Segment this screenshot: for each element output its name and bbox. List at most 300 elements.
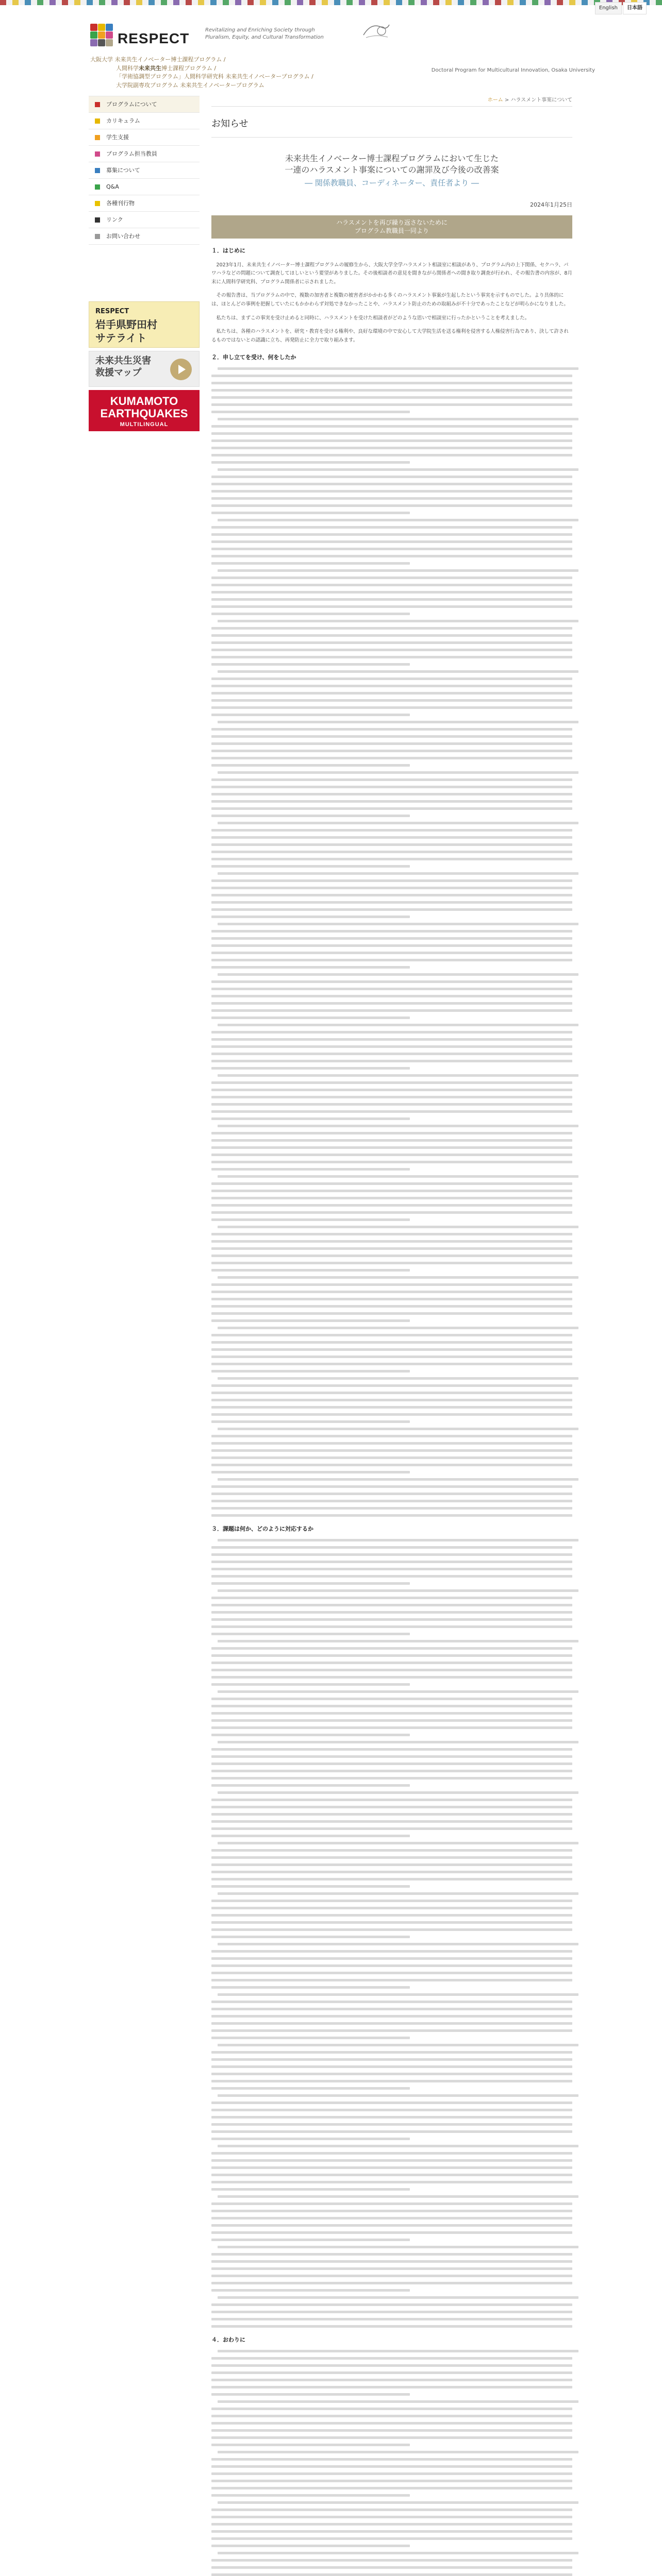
- sidebar-item-label: お問い合わせ: [106, 232, 140, 240]
- text-line: [211, 2123, 572, 2126]
- text-line: [211, 742, 572, 745]
- text-line: [211, 1291, 572, 1293]
- text-line: [211, 2480, 572, 2482]
- text-line: [211, 562, 410, 565]
- program-breadcrumb: 大阪大学 未来共生イノベーター博士課程プログラム / 人間科学未来共生博士課程プログラム / 「学術協調型プログラム」人間科学研究科 未来共生イノベータープログラム / 大学院副専攻プログラム 未来共生イノベータープログラム: [90, 56, 313, 89]
- text-line: [211, 692, 572, 694]
- text-line: [218, 1741, 578, 1743]
- text-line: [211, 504, 572, 507]
- text-line: [211, 663, 410, 666]
- text-line: [211, 1936, 410, 1938]
- color-square-icon: [95, 184, 100, 190]
- text-line: [211, 1770, 572, 1772]
- text-line: [211, 2080, 572, 2082]
- text-line: [211, 2379, 572, 2381]
- text-line: [211, 1813, 572, 1816]
- text-line: [218, 1074, 578, 1077]
- text-line: [211, 1625, 572, 1628]
- sidebar-item[interactable]: [89, 162, 200, 179]
- article-subtitle: ― 関係教職員、コーディネーター、責任者より ―: [305, 178, 479, 188]
- text-line: [211, 1132, 572, 1134]
- sidebar-item-label: リンク: [106, 216, 123, 223]
- text-line: [211, 1319, 410, 1322]
- text-line: [211, 1305, 572, 1308]
- color-square-icon: [95, 102, 100, 107]
- text-line: [211, 2487, 572, 2489]
- bird-illustration-icon: [361, 20, 392, 40]
- text-line: [211, 750, 572, 752]
- text-line: [211, 548, 572, 550]
- lang-japanese-link[interactable]: 日本語: [623, 2, 647, 14]
- text-line: [211, 2429, 572, 2432]
- text-line: [211, 411, 410, 413]
- sidebar-item[interactable]: [89, 228, 200, 245]
- text-line: [211, 2465, 572, 2468]
- text-line: [218, 468, 578, 471]
- text-block: [211, 2350, 572, 2576]
- text-line: [211, 1103, 572, 1106]
- text-line: [211, 937, 572, 940]
- text-line: [211, 1806, 572, 1808]
- sidebar-item-label: 各種刊行物: [106, 199, 135, 207]
- breadcrumb-home-link[interactable]: ホーム: [487, 97, 503, 103]
- sidebar-nav: [89, 96, 200, 245]
- text-line: [211, 613, 410, 615]
- text-line: [211, 2275, 572, 2277]
- color-square-icon: [95, 135, 100, 140]
- text-line: [211, 793, 572, 795]
- text-line: [218, 519, 578, 521]
- sidebar-item-label: プログラムについて: [106, 100, 157, 108]
- text-line: [211, 1500, 572, 1502]
- text-line: [211, 2289, 410, 2292]
- text-line: [211, 1921, 572, 1924]
- sidebar-item-label: Q&A: [106, 183, 119, 190]
- sidebar-item[interactable]: [89, 96, 200, 113]
- text-line: [211, 1255, 572, 1257]
- text-line: [211, 1485, 572, 1488]
- text-line: [211, 1986, 410, 1989]
- text-line: [218, 418, 578, 420]
- text-line: [218, 569, 578, 572]
- text-line: [211, 1154, 572, 1156]
- text-line: [211, 966, 410, 969]
- text-line: [218, 1276, 578, 1279]
- sidebar-item-label: 募集について: [106, 166, 140, 174]
- text-line: [211, 2102, 572, 2104]
- text-line: [218, 1640, 578, 1642]
- text-line: [211, 577, 572, 579]
- text-line: [218, 1125, 578, 1127]
- banner-disaster-relief-map[interactable]: 未来共生災害 救援マップ: [89, 351, 200, 387]
- text-line: [211, 1950, 572, 1953]
- color-square-icon: [95, 151, 100, 157]
- sidebar-item[interactable]: [89, 179, 200, 195]
- text-line: [211, 2087, 410, 2090]
- text-line: [211, 2224, 572, 2227]
- text-line: [211, 2008, 572, 2010]
- text-line: [211, 2573, 572, 2576]
- text-line: [211, 396, 572, 399]
- text-line: [211, 1546, 572, 1549]
- text-line: [211, 879, 572, 882]
- text-line: [211, 540, 572, 543]
- text-line: [211, 1190, 572, 1192]
- text-line: [211, 1081, 572, 1084]
- heading-response: ２．申し立てを受け、何をしたか: [211, 353, 296, 361]
- text-line: [211, 1885, 410, 1888]
- text-line: [211, 2065, 572, 2068]
- text-line: [211, 901, 572, 904]
- text-line: [211, 1182, 572, 1185]
- banner-kumamoto-earthquakes[interactable]: KUMAMOTO EARTHQUAKES MULTILINGUAL: [89, 390, 200, 431]
- text-line: [211, 641, 572, 644]
- sidebar-item[interactable]: [89, 146, 200, 162]
- text-line: [211, 1449, 572, 1452]
- text-line: [211, 1139, 572, 1142]
- text-line: [211, 1089, 572, 1091]
- text-line: [211, 728, 572, 731]
- text-line: [211, 2415, 572, 2417]
- text-line: [218, 1943, 578, 1945]
- text-line: [211, 2509, 572, 2511]
- breadcrumb: ホーム > ハラスメント事案について: [211, 96, 572, 107]
- text-line: [211, 432, 572, 435]
- text-line: [211, 598, 572, 601]
- text-line: [211, 1719, 572, 1722]
- text-line: [211, 1031, 572, 1033]
- sidebar-item[interactable]: [89, 129, 200, 146]
- brand-tagline: Revitalizing and Enriching Society through Pluralism, Equity, and Cultural Transformation: [205, 27, 324, 40]
- color-square-icon: [95, 234, 100, 239]
- text-line: [211, 829, 572, 832]
- text-line: [211, 1493, 572, 1495]
- heading-conclusion: ４．おわりに: [211, 2336, 245, 2344]
- text-line: [211, 1849, 572, 1852]
- text-line: [211, 1907, 572, 1909]
- text-line: [218, 2195, 578, 2198]
- text-line: [211, 2037, 410, 2039]
- text-line: [211, 1211, 572, 1214]
- text-block: [211, 367, 572, 1517]
- text-line: [211, 952, 572, 954]
- text-line: [218, 1589, 578, 1592]
- text-line: [218, 1842, 578, 1844]
- text-line: [211, 375, 572, 377]
- text-line: [211, 483, 572, 485]
- top-color-stripe: [0, 0, 662, 5]
- text-line: [211, 1856, 572, 1859]
- text-line: [211, 2545, 410, 2547]
- text-line: [211, 2138, 410, 2140]
- text-line: [211, 1370, 410, 1372]
- text-line: [211, 1683, 410, 1686]
- text-line: [211, 685, 572, 687]
- text-line: [211, 1647, 572, 1650]
- text-line: [211, 851, 572, 853]
- text-line: [211, 1146, 572, 1149]
- text-line: [211, 764, 410, 767]
- text-line: [211, 2311, 572, 2313]
- text-line: [211, 1662, 572, 1664]
- text-line: [211, 1568, 572, 1570]
- text-line: [211, 1053, 572, 1055]
- text-line: [211, 1618, 572, 1621]
- text-line: [211, 1972, 572, 1974]
- text-line: [211, 1413, 572, 1416]
- text-line: [211, 1204, 572, 1207]
- text-line: [211, 995, 572, 997]
- text-line: [211, 677, 572, 680]
- text-line: [211, 1218, 410, 1221]
- text-line: [211, 1654, 572, 1657]
- sidebar-item-label: カリキュラム: [106, 117, 140, 124]
- text-line: [211, 1597, 572, 1599]
- text-line: [211, 1197, 572, 1199]
- sidebar-item-label: プログラム担当教員: [106, 150, 157, 157]
- text-line: [218, 1791, 578, 1794]
- text-line: [211, 2166, 572, 2169]
- text-line: [211, 1553, 572, 1556]
- text-line: [211, 2058, 572, 2061]
- text-line: [211, 843, 572, 846]
- text-line: [211, 403, 572, 406]
- text-line: [211, 2422, 572, 2425]
- text-line: [211, 1633, 410, 1635]
- text-line: [211, 2303, 572, 2306]
- sidebar-item[interactable]: [89, 113, 200, 129]
- text-line: [218, 1024, 578, 1026]
- respect-logo-icon[interactable]: [90, 24, 113, 46]
- text-line: [211, 1863, 572, 1866]
- text-line: [211, 1045, 572, 1048]
- text-line: [218, 1377, 578, 1380]
- text-line: [211, 1406, 572, 1409]
- text-line: [211, 2325, 572, 2328]
- text-line: [211, 836, 572, 839]
- text-line: [211, 1604, 572, 1606]
- text-line: [211, 1348, 572, 1351]
- text-line: [211, 1016, 410, 1019]
- text-line: [211, 1247, 572, 1250]
- text-line: [211, 389, 572, 392]
- text-line: [211, 2267, 572, 2270]
- text-line: [211, 944, 572, 947]
- text-line: [211, 2015, 572, 2018]
- text-line: [211, 656, 572, 658]
- page-title: お知らせ: [211, 116, 572, 138]
- text-line: [218, 2044, 578, 2046]
- heading-issues: ３．課題は何か、どのように対応するか: [211, 1525, 313, 1532]
- article-title: 未来共生イノベーター博士課程プログラムにおいて生じた 一連のハラスメント事案についての謝罪及び今後の改善案: [285, 154, 499, 175]
- text-line: [211, 591, 572, 594]
- text-line: [211, 2231, 572, 2234]
- text-line: [211, 2318, 572, 2320]
- text-line: [218, 2451, 578, 2453]
- text-line: [218, 2094, 578, 2097]
- text-line: [211, 1582, 410, 1585]
- text-line: [211, 1038, 572, 1041]
- play-icon: [170, 359, 192, 380]
- text-line: [211, 2436, 572, 2439]
- text-line: [211, 490, 572, 493]
- text-line: [218, 2350, 578, 2352]
- text-line: [211, 1734, 410, 1736]
- text-line: [211, 1611, 572, 1614]
- text-line: [211, 1096, 572, 1098]
- text-line: [218, 2400, 578, 2403]
- text-line: [218, 973, 578, 976]
- brand-name[interactable]: RESPECT: [118, 30, 190, 46]
- text-line: [211, 2239, 410, 2241]
- text-line: [211, 959, 572, 961]
- text-line: [218, 721, 578, 723]
- text-line: [211, 1464, 572, 1466]
- text-line: [218, 1226, 578, 1228]
- text-line: [211, 2260, 572, 2263]
- text-line: [211, 1117, 410, 1120]
- text-line: [211, 454, 572, 456]
- text-line: [211, 1009, 572, 1012]
- text-line: [211, 1755, 572, 1758]
- text-line: [218, 1478, 578, 1481]
- text-line: [211, 699, 572, 702]
- text-line: [211, 1392, 572, 1394]
- banner-noda-satellite[interactable]: RESPECT 岩手県野田村 サテライト: [89, 301, 200, 348]
- text-line: [211, 1471, 410, 1473]
- text-line: [211, 1110, 572, 1113]
- text-line: [211, 382, 572, 384]
- text-line: [211, 1355, 572, 1358]
- text-line: [211, 2408, 572, 2410]
- text-line: [211, 1784, 410, 1787]
- text-line: [211, 447, 572, 449]
- text-line: [211, 1979, 572, 1981]
- text-line: [211, 980, 572, 983]
- text-line: [211, 1240, 572, 1243]
- text-line: [218, 2296, 578, 2299]
- text-line: [211, 1298, 572, 1300]
- sidebar-item[interactable]: [89, 212, 200, 228]
- text-line: [211, 2371, 572, 2374]
- text-line: [211, 1399, 572, 1401]
- text-line: [211, 2051, 572, 2054]
- text-line: [211, 858, 572, 860]
- text-line: [218, 1175, 578, 1178]
- text-line: [211, 1269, 410, 1272]
- text-line: [211, 1456, 572, 1459]
- article-date: 2024年1月25日: [530, 201, 572, 209]
- text-line: [211, 2188, 410, 2191]
- text-line: [211, 1384, 572, 1387]
- text-line: [211, 1507, 572, 1510]
- text-line: [211, 2523, 572, 2526]
- text-line: [211, 757, 572, 759]
- text-line: [211, 512, 410, 514]
- text-line: [211, 555, 572, 557]
- text-line: [218, 670, 578, 673]
- text-line: [211, 2494, 410, 2497]
- text-line: [211, 1514, 572, 1517]
- text-line: [211, 533, 572, 536]
- text-line: [211, 815, 410, 817]
- text-line: [211, 497, 572, 500]
- text-line: [211, 2253, 572, 2256]
- text-line: [211, 2559, 572, 2562]
- text-line: [211, 1669, 572, 1671]
- text-line: [211, 476, 572, 478]
- text-line: [211, 2444, 410, 2446]
- text-line: [211, 1957, 572, 1960]
- text-line: [211, 778, 572, 781]
- text-line: [211, 786, 572, 788]
- color-square-icon: [95, 118, 100, 124]
- text-line: [211, 800, 572, 803]
- text-line: [211, 706, 572, 709]
- text-line: [211, 2001, 572, 2003]
- text-line: [218, 2145, 578, 2147]
- text-line: [218, 2501, 578, 2504]
- text-line: [211, 988, 572, 990]
- text-line: [211, 1705, 572, 1707]
- text-line: [211, 1262, 572, 1264]
- text-line: [211, 1435, 572, 1437]
- text-line: [211, 2217, 572, 2219]
- text-line: [211, 2174, 572, 2176]
- text-line: [211, 916, 410, 918]
- text-line: [211, 1341, 572, 1344]
- text-line: [211, 1777, 572, 1780]
- text-line: [218, 872, 578, 875]
- color-square-icon: [95, 168, 100, 173]
- paragraph: その報告書は、当プログラムの中で、複数の加害者と複数の被害者がかかわる多くのハラスメント事案が生起したという事実を示すものでした。より具体的には、ほとんどの事例を把握していたにもかかわらず対処できなかったことや、ハラスメント防止のための取組みが不十分であったことなどが明らかになりました。: [211, 293, 569, 308]
- text-line: [211, 2181, 572, 2183]
- text-line: [211, 2530, 572, 2533]
- text-line: [211, 2152, 572, 2155]
- text-line: [211, 1363, 572, 1365]
- text-line: [211, 425, 572, 428]
- text-line: [211, 584, 572, 586]
- text-line: [211, 2537, 572, 2540]
- site-header: [0, 5, 662, 57]
- text-line: [211, 634, 572, 637]
- text-line: [211, 2202, 572, 2205]
- text-line: [211, 1712, 572, 1715]
- text-line: [218, 771, 578, 774]
- text-line: [211, 735, 572, 738]
- text-line: [211, 1161, 572, 1163]
- text-line: [211, 2130, 572, 2133]
- text-line: [211, 2566, 572, 2569]
- sidebar-item[interactable]: [89, 195, 200, 212]
- text-line: [211, 2022, 572, 2025]
- text-line: [211, 461, 410, 464]
- text-line: [218, 822, 578, 824]
- paragraph: 私たちは、まずこの事実を受け止めると同時に、ハラスメントを受けた相談者がどのような思いで相談室に行ったかということを考えました。: [216, 315, 530, 321]
- text-line: [211, 1762, 572, 1765]
- text-line: [211, 1900, 572, 1902]
- text-line: [218, 1993, 578, 1996]
- heading-introduction: １．はじめに: [211, 247, 245, 255]
- main-content: [211, 96, 572, 2576]
- text-line: [218, 1327, 578, 1329]
- text-line: [211, 2458, 572, 2461]
- text-line: [211, 1878, 572, 1880]
- lang-english-link[interactable]: English: [595, 2, 622, 14]
- text-line: [211, 2364, 572, 2367]
- text-line: [218, 1892, 578, 1895]
- text-line: [211, 807, 572, 810]
